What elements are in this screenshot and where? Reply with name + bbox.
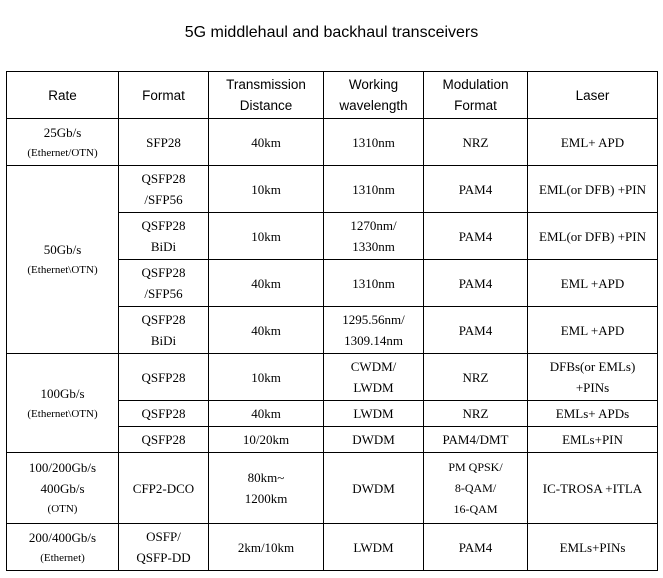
wavelength-cell <box>324 453 424 524</box>
format-line: QSFP-DD <box>136 550 191 565</box>
laser-line: EMLs+PIN <box>562 432 623 447</box>
format-cell <box>119 354 209 401</box>
format-line: QSFP28 <box>141 406 186 421</box>
rate-line: 200/400Gb/s <box>28 529 97 545</box>
wavelength-cell <box>324 166 424 213</box>
wavelength-line: 1310nm <box>352 181 395 197</box>
wavelength-line: CWDM/ <box>350 359 397 374</box>
format-line: QSFP28 <box>141 312 186 327</box>
distance-line: 80km~ <box>247 470 285 485</box>
wavelength-cell <box>324 401 424 427</box>
modulation-line: 8-QAM/ <box>454 480 497 495</box>
laser-cell <box>528 401 658 427</box>
wavelength-line: DWDM <box>352 480 395 496</box>
laser-cell <box>528 307 658 354</box>
modulation-line: PAM4/DMT <box>442 432 509 447</box>
modulation-cell <box>424 166 528 213</box>
laser-cell <box>528 260 658 307</box>
table-row <box>7 119 658 166</box>
format-line: /SFP56 <box>144 286 183 301</box>
modulation-cell <box>424 354 528 401</box>
laser-line: EML +APD <box>560 275 625 291</box>
modulation-line: PAM4 <box>458 228 493 244</box>
distance-cell <box>209 119 324 166</box>
format-line: QSFP28 <box>141 171 186 186</box>
wavelength-line: 1309.14nm <box>344 333 403 348</box>
rate-line: (Ethernet\OTN) <box>27 264 98 276</box>
header-distance-line: Distance <box>239 98 293 113</box>
rate-line: 25Gb/s <box>43 124 82 140</box>
table-row <box>7 354 658 401</box>
wavelength-line: 1330nm <box>352 239 395 254</box>
modulation-cell <box>424 453 528 524</box>
wavelength-cell <box>324 307 424 354</box>
distance-line: 10km <box>251 228 281 244</box>
wavelength-line: LWDM <box>353 406 394 421</box>
wavelength-line: LWDM <box>353 539 394 555</box>
laser-line: EML(or DFB) +PIN <box>539 181 646 197</box>
distance-line: 2km/10km <box>237 539 295 555</box>
header-row <box>7 72 658 119</box>
modulation-line: PAM4 <box>458 275 493 291</box>
format-line: /SFP56 <box>144 192 183 207</box>
distance-cell <box>209 260 324 307</box>
modulation-cell <box>424 427 528 453</box>
modulation-cell <box>424 119 528 166</box>
laser-line: +PINs <box>575 380 610 395</box>
rate-line: 400Gb/s <box>40 481 85 496</box>
table-row <box>7 453 658 524</box>
header-modulation <box>424 72 528 119</box>
wavelength-line: 1310nm <box>352 275 395 291</box>
distance-line: 40km <box>251 134 281 150</box>
laser-cell <box>528 453 658 524</box>
format-cell <box>119 401 209 427</box>
format-line: OSFP/ <box>146 529 181 544</box>
wavelength-line: DWDM <box>352 432 395 447</box>
laser-cell <box>528 427 658 453</box>
laser-line: IC-TROSA +ITLA <box>542 480 643 496</box>
header-wavelength-line: Working <box>348 77 399 92</box>
format-cell <box>119 524 209 571</box>
format-cell <box>119 119 209 166</box>
laser-cell <box>528 166 658 213</box>
table-body <box>7 119 658 571</box>
format-line: BiDi <box>150 333 177 348</box>
format-cell <box>119 213 209 260</box>
laser-line: EML(or DFB) +PIN <box>539 228 646 244</box>
distance-line: 10km <box>251 369 281 385</box>
format-line: BiDi <box>150 239 177 254</box>
modulation-cell <box>424 260 528 307</box>
format-cell <box>119 260 209 307</box>
modulation-line: PAM4 <box>458 322 493 338</box>
laser-line: DFBs(or EMLs) <box>549 359 636 374</box>
format-line: QSFP28 <box>141 265 186 280</box>
format-cell <box>119 427 209 453</box>
distance-line: 40km <box>251 275 281 291</box>
rate-line: (Ethernet) <box>40 551 85 564</box>
modulation-line: PM QPSK/ <box>448 459 503 474</box>
laser-cell <box>528 119 658 166</box>
modulation-cell <box>424 307 528 354</box>
rate-line: 100/200Gb/s <box>28 460 97 475</box>
laser-cell <box>528 354 658 401</box>
header-distance-line: Transmission <box>226 77 306 92</box>
distance-cell <box>209 401 324 427</box>
format-line: QSFP28 <box>141 432 186 447</box>
rate-line: (Ethernet/OTN) <box>27 146 98 159</box>
distance-line: 10/20km <box>242 432 290 447</box>
format-cell <box>119 307 209 354</box>
distance-line: 40km <box>251 406 281 421</box>
rate-cell <box>7 119 119 166</box>
distance-cell <box>209 524 324 571</box>
laser-cell <box>528 213 658 260</box>
modulation-line: NRZ <box>462 406 489 421</box>
rate-cell <box>7 166 119 354</box>
page-title: 5G middlehaul and backhaul transceivers <box>184 24 479 41</box>
modulation-cell <box>424 524 528 571</box>
distance-cell <box>209 213 324 260</box>
distance-cell <box>209 166 324 213</box>
wavelength-cell <box>324 524 424 571</box>
rate-cell <box>7 524 119 571</box>
wavelength-cell <box>324 119 424 166</box>
wavelength-cell <box>324 213 424 260</box>
format-cell <box>119 166 209 213</box>
rate-line: 50Gb/s <box>43 242 82 257</box>
rate-cell <box>7 354 119 453</box>
distance-line: 10km <box>251 181 281 197</box>
transceiver-table <box>6 71 658 571</box>
wavelength-cell <box>324 427 424 453</box>
format-cell <box>119 453 209 524</box>
header-distance <box>209 72 324 119</box>
laser-line: EMLs+PINs <box>559 539 626 555</box>
modulation-line: NRZ <box>462 134 489 150</box>
header-rate: Rate <box>7 72 119 119</box>
format-line: CFP2-DCO <box>132 480 195 496</box>
distance-cell <box>209 307 324 354</box>
rate-line: 100Gb/s <box>40 385 85 401</box>
header-wavelength-line: wavelength <box>339 98 408 113</box>
laser-cell <box>528 524 658 571</box>
format-line: SFP28 <box>146 134 181 150</box>
header-laser: Laser <box>528 72 658 119</box>
format-line: QSFP28 <box>141 218 186 233</box>
laser-line: EML+ APD <box>560 134 625 150</box>
distance-cell <box>209 354 324 401</box>
header-wavelength <box>324 72 424 119</box>
wavelength-line: LWDM <box>353 380 394 395</box>
modulation-cell <box>424 401 528 427</box>
modulation-line: NRZ <box>462 369 489 385</box>
modulation-line: PAM4 <box>458 181 493 197</box>
wavelength-line: 1295.56nm/ <box>342 312 405 327</box>
modulation-line: 16-QAM <box>453 501 498 516</box>
format-line: QSFP28 <box>141 369 186 385</box>
table-row <box>7 166 658 213</box>
table-row <box>7 524 658 571</box>
rate-cell <box>7 453 119 524</box>
wavelength-cell <box>324 260 424 307</box>
header-format: Format <box>119 72 209 119</box>
distance-line: 1200km <box>244 491 288 506</box>
modulation-cell <box>424 213 528 260</box>
distance-cell <box>209 427 324 453</box>
distance-cell <box>209 453 324 524</box>
rate-line: (Ethernet\OTN) <box>27 407 98 420</box>
laser-line: EML +APD <box>560 322 625 338</box>
modulation-line: PAM4 <box>458 539 493 555</box>
distance-line: 40km <box>251 322 281 338</box>
wavelength-line: 1270nm/ <box>350 218 397 233</box>
header-modulation-line: Format <box>454 98 497 113</box>
wavelength-line: 1310nm <box>352 134 395 150</box>
laser-line: EMLs+ APDs <box>555 406 630 421</box>
header-modulation-line: Modulation <box>442 77 509 92</box>
wavelength-cell <box>324 354 424 401</box>
rate-line: (OTN) <box>47 503 78 515</box>
